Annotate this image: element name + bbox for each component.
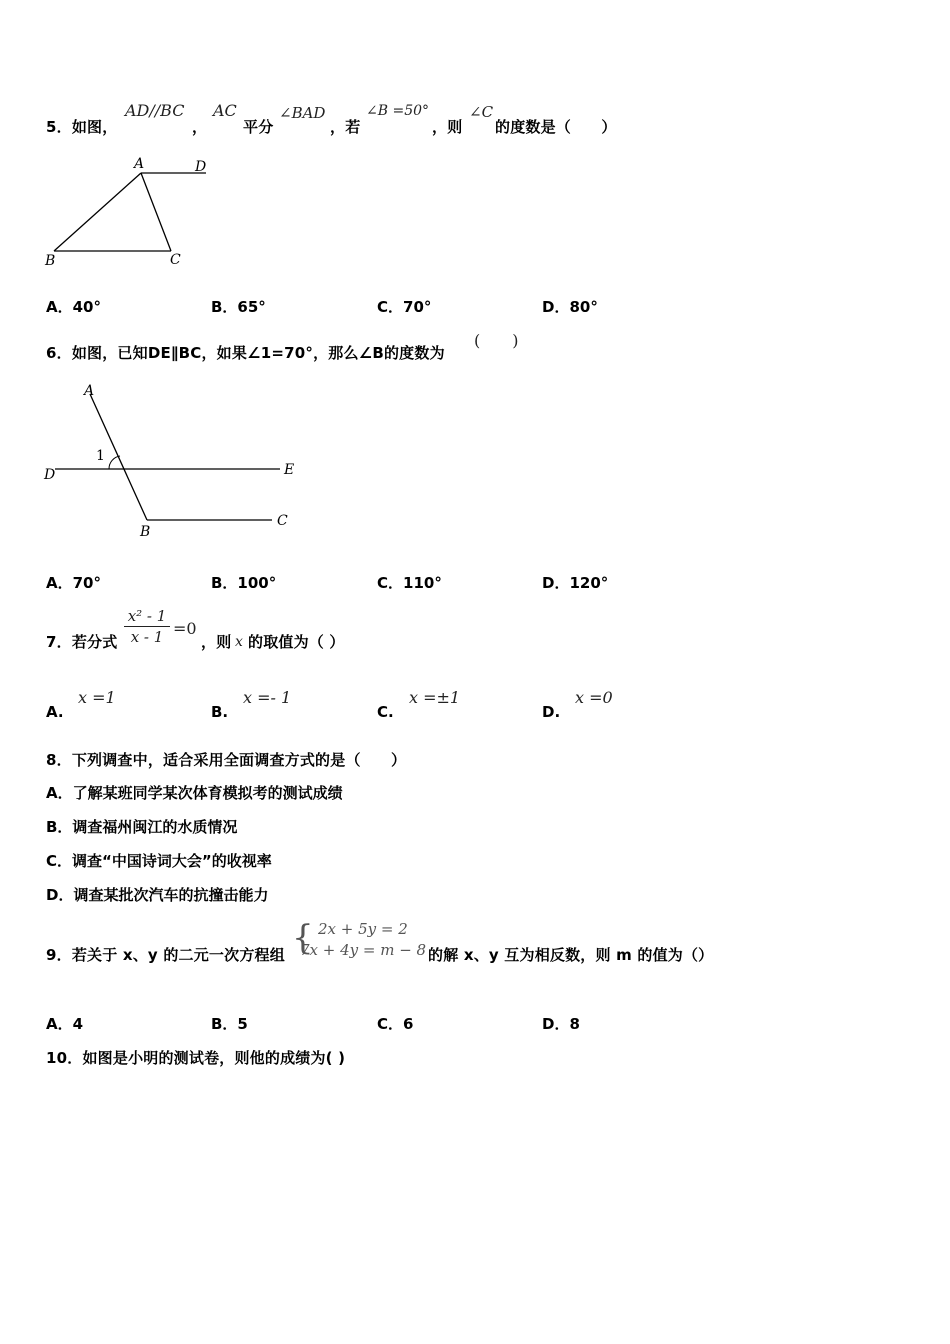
q7-equals-zero: =0: [173, 619, 197, 638]
q8-option-d: D．调查某批次汽车的抗撞击能力: [46, 886, 269, 904]
q5-segment-ab: [54, 173, 141, 251]
q6-parallel-lines-figure: [40, 378, 310, 543]
q7-option-a-letter: A.: [46, 703, 64, 721]
q5-math-angle-c: ∠C: [469, 103, 494, 121]
q7-var-x: x: [235, 634, 243, 650]
q6-option-a: A．70°: [46, 574, 101, 592]
q5-question-tail: 的度数是（ ）: [495, 118, 617, 136]
q8-option-c: C．调查“中国诗词大会”的收视率: [46, 852, 272, 870]
q6-label-d: D: [44, 467, 56, 483]
q5-math-angle-bad: ∠BAD: [279, 104, 326, 122]
q5-prefix: 5．如图，: [46, 118, 118, 136]
q7-option-b-letter: B.: [211, 703, 229, 721]
q6-option-d: D．120°: [542, 574, 609, 592]
q9-system-brace: {: [292, 918, 314, 958]
q9-equation-1: 2x + 5y = 2: [318, 920, 408, 938]
q6-option-b: B．100°: [211, 574, 277, 592]
q6-question-text: 6．如图，已知DE∥BC，如果∠1=70°，那么∠B的度数为: [46, 344, 445, 362]
q5-option-c: C．70°: [377, 298, 432, 316]
q7-fraction-bar: [124, 626, 170, 627]
q7-question-tail: 的取值为（ ）: [248, 633, 345, 651]
q9-option-a: A．4: [46, 1015, 84, 1033]
q5-math-ac: AC: [213, 101, 237, 120]
q6-label-c: C: [277, 513, 288, 529]
q5-text-if: ，若: [330, 118, 361, 136]
q9-option-c: C．6: [377, 1015, 414, 1033]
q8-option-b: B．调查福州闽江的水质情况: [46, 818, 238, 836]
q5-option-b: B．65°: [211, 298, 266, 316]
q9-equation-2: 7x + 4y = m − 8: [300, 941, 427, 959]
q7-option-b-value: x =- 1: [243, 688, 292, 707]
q7-option-d-letter: D.: [542, 703, 561, 721]
q5-label-a: A: [134, 156, 145, 172]
q5-text-bisects: 平分: [243, 118, 274, 136]
q7-option-a-value: x =1: [78, 688, 116, 707]
q7-option-c-letter: C.: [377, 703, 394, 721]
q6-label-b: B: [140, 524, 151, 540]
q5-label-d: D: [195, 159, 207, 175]
q7-option-d-value: x =0: [575, 688, 613, 707]
q5-triangle-figure: [40, 150, 230, 275]
q6-label-1: 1: [96, 448, 105, 464]
q6-label-e: E: [284, 462, 295, 478]
q9-option-b: B．5: [211, 1015, 248, 1033]
q5-math-angle-b: ∠B =50°: [366, 103, 430, 119]
q7-fraction-numerator: x² - 1: [127, 607, 167, 625]
q5-label-c: C: [170, 252, 181, 268]
q9-prefix: 9．若关于 x、y 的二元一次方程组: [46, 946, 285, 964]
q7-fraction: [124, 607, 170, 646]
q7-fraction-denominator: x - 1: [130, 628, 164, 646]
q5-text-then: ，则: [432, 118, 463, 136]
q6-label-a: A: [84, 383, 95, 399]
q7-text-then: ，则: [201, 633, 232, 651]
q6-option-c: C．110°: [377, 574, 442, 592]
q9-question-tail: 的解 x、y 互为相反数，则 m 的值为（）: [428, 946, 714, 964]
q5-option-a: A．40°: [46, 298, 101, 316]
q5-math-ad-parallel-bc: AD//BC: [125, 101, 185, 120]
q9-option-d: D．8: [542, 1015, 580, 1033]
q8-option-a: A．了解某班同学某次体育模拟考的测试成绩: [46, 784, 343, 802]
q5-label-b: B: [45, 253, 56, 269]
q6-answer-paren: ( ): [474, 331, 519, 350]
q5-segment-ac: [141, 173, 171, 251]
q7-prefix: 7．若分式: [46, 633, 118, 651]
q5-option-d: D．80°: [542, 298, 598, 316]
q10-question-text: 10．如图是小明的测试卷，则他的成绩为( ): [46, 1049, 346, 1067]
q7-option-c-value: x =±1: [409, 688, 461, 707]
q5-comma: ，: [192, 118, 208, 136]
q8-question-text: 8．下列调查中，适合采用全面调查方式的是（ ）: [46, 751, 407, 769]
